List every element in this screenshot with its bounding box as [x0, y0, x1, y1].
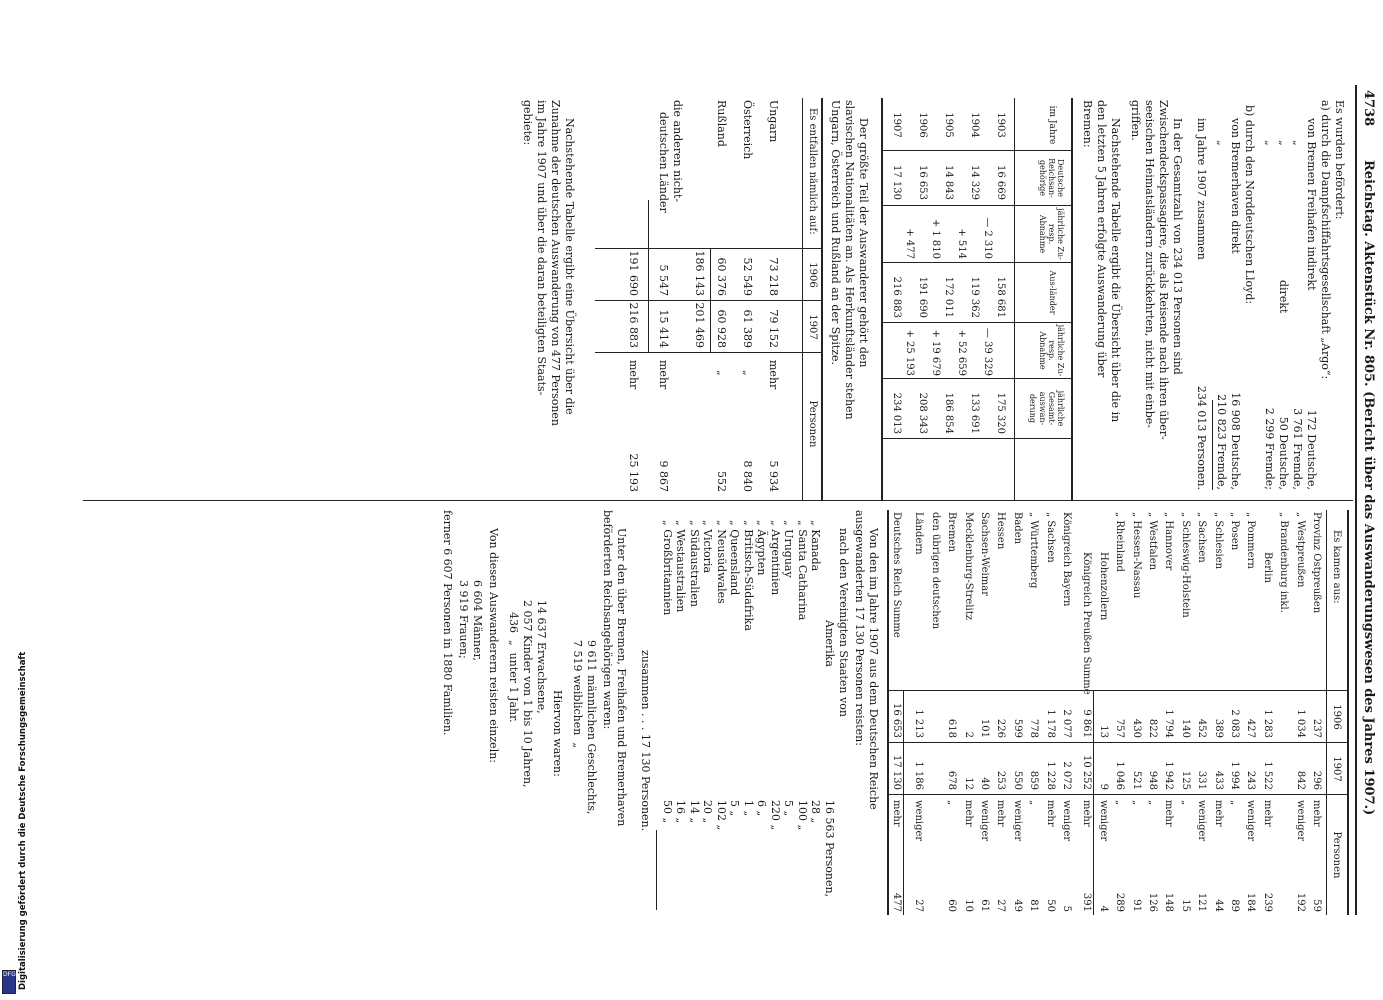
- table-cell: 52 549: [741, 257, 754, 296]
- table-cell: 140: [1179, 718, 1191, 738]
- table-cell: 201 469: [693, 302, 706, 348]
- table-header: im Jahre: [1047, 105, 1057, 145]
- paragraph-2-line: Bremen:: [1081, 100, 1094, 148]
- table-cell: 4: [1097, 905, 1109, 912]
- table-cell: 191 690: [627, 250, 640, 296]
- destination-name: „ Queensland: [728, 520, 742, 596]
- table-header: Es kamen aus:: [1331, 530, 1342, 604]
- table-cell: 25 193: [627, 453, 640, 492]
- table-col-line: [883, 378, 1073, 379]
- table-cell: 1 228: [1044, 761, 1056, 790]
- paragraph-1-line: In der Gesamtzahl von 234 013 Personen sind: [1171, 118, 1184, 375]
- section-b-title: b) durch den Norddeutschen Lloyd:: [1243, 105, 1256, 305]
- table-cell: 1904: [969, 112, 980, 138]
- table-cell: 192: [1294, 892, 1306, 912]
- paragraph-4-line: im Jahre 1907 und über die daran beteiligten Staats-: [535, 100, 548, 396]
- paragraph-5-line: Von den im Jahre 1907 aus dem Deutschen Reiche: [867, 528, 880, 810]
- table-row-label: Hohenzollern: [1097, 552, 1109, 621]
- table-row-label: „ Sachsen: [1044, 512, 1056, 563]
- page-title: Reichstag. Aktenstück Nr. 805. (Bericht über das Auswanderungswesen des Jahres 1907.): [1361, 160, 1376, 816]
- table-cell: deutschen Länder: [657, 112, 670, 213]
- destination-count: 5 „: [728, 800, 742, 817]
- table-cell: mehr: [1212, 800, 1224, 827]
- table-cell: 186 854: [943, 392, 954, 434]
- table-row-label: Mecklenburg-Strelitz: [962, 512, 974, 621]
- table-header: Aus-länder: [1048, 270, 1057, 315]
- table-header: jährliche Gesamt-auswan-derung: [1028, 390, 1065, 427]
- table-cell: weniger: [979, 800, 990, 842]
- paragraph-3-line: slavischen Nationalitäten an. Als Herkunftsländer stehen: [843, 100, 856, 420]
- table-col-line: [883, 262, 1073, 263]
- table-row-label: „ Rheinland: [1114, 512, 1126, 572]
- table-cell: 1 213: [913, 709, 925, 738]
- table-cell: 1 283: [1261, 709, 1273, 738]
- table-cell: 234 013: [891, 392, 902, 434]
- table-cell: 158 681: [995, 276, 1006, 318]
- table-cell: 119 362: [969, 276, 980, 318]
- table-cell: 427: [1245, 718, 1257, 738]
- paragraph-3-line: Der größte Teil der Auswanderer gehört den: [857, 118, 870, 368]
- table-cell: 184: [1245, 892, 1257, 912]
- table-cell: 17 130: [891, 165, 902, 200]
- paragraph-6-line: beförderten Reichsangehörigen waren:: [601, 510, 614, 730]
- table-cell: 60 928: [715, 309, 728, 348]
- table-row-label: „ Hannover: [1163, 512, 1175, 571]
- table-cell: 1 186: [913, 761, 925, 790]
- table-cell: „: [741, 370, 754, 376]
- table-col-line: [883, 150, 1073, 151]
- table-row-label: „ Hessen-Nassau: [1130, 512, 1142, 599]
- table-col-line: [595, 300, 823, 301]
- table-header: Personen: [1331, 831, 1342, 879]
- table-cell: weniger: [1097, 800, 1109, 842]
- table-cell: „: [1229, 800, 1240, 806]
- table-header: jährliche Zu- resp. Abnahme: [1037, 208, 1065, 260]
- table-row-label: Königreich Preußen Summe: [1081, 552, 1093, 695]
- destination-name: „ Neusüdwales: [715, 520, 728, 604]
- table-cell: 5 547: [657, 264, 670, 296]
- ditto-mark: „: [1263, 140, 1276, 146]
- table-header: 1907: [1331, 756, 1342, 782]
- table-cell: 101: [979, 718, 990, 738]
- destination-name: „ Uruguay: [782, 520, 796, 578]
- destination-count: 16 563 Personen,: [823, 800, 836, 898]
- sum-rule: [903, 690, 904, 915]
- table-col-line: [595, 352, 823, 353]
- table-row-label: „ Westfalen: [1147, 512, 1158, 571]
- table-cell: 296: [1311, 770, 1322, 790]
- table-cell: „: [1147, 800, 1158, 806]
- table-cell: 14 329: [969, 165, 980, 200]
- b-value-2: 210 823 Fremde,: [1215, 394, 1228, 490]
- column-divider: [83, 500, 1353, 501]
- table-cell: 1907: [891, 112, 902, 138]
- table-header: 1906: [807, 262, 818, 288]
- table-cell: 239: [1261, 892, 1273, 912]
- table-cell: 10: [962, 899, 974, 912]
- single-men: 6 604 Männer,: [471, 580, 484, 662]
- table-header: Deutsche Reichsan-gehörige: [1037, 158, 1065, 198]
- destination-count: 5 „: [782, 800, 796, 817]
- paragraph-1-line: Zwischendeckspassagiere, die als Reisende nach ihren über-: [1157, 100, 1170, 440]
- table-cell: 391: [1081, 892, 1093, 912]
- table-cell: mehr: [962, 800, 974, 827]
- paragraph-5-line: ausgewanderten 17 130 Personen reisten:: [853, 510, 866, 746]
- table-cell: „: [1114, 800, 1126, 806]
- table-rule: [1326, 510, 1327, 915]
- table-cell: 89: [1229, 899, 1240, 912]
- destination-count: 28 „: [809, 800, 823, 824]
- digitization-sidebar: [0, 0, 28, 1000]
- destinations-intro: nach den Vereinigten Staaten von: [837, 528, 850, 717]
- table-cell: 91: [1130, 899, 1142, 912]
- table-rule: [887, 510, 889, 915]
- table-cell: 17 130: [891, 755, 902, 790]
- table-cell: 521: [1130, 770, 1142, 790]
- sum-rule: [1093, 690, 1094, 915]
- table-cell: Ungarn: [767, 100, 780, 143]
- table-cell: 552: [715, 471, 728, 492]
- table-cell: mehr: [657, 360, 670, 390]
- table-row-label: Berlin: [1261, 552, 1273, 583]
- table-cell: weniger: [1061, 800, 1072, 842]
- destination-count: 16 „: [674, 800, 688, 824]
- paragraph-1-line: seeischen Heimatsländern zurückkehrten, nicht mit einbe-: [1143, 100, 1156, 428]
- table-cell: + 19 679: [930, 329, 941, 376]
- table-cell: 433: [1212, 770, 1224, 790]
- table-rule: [802, 98, 803, 500]
- table-cell: 61 389: [741, 309, 754, 348]
- table-rule: [1071, 98, 1073, 500]
- table-cell: 1 034: [1294, 709, 1306, 738]
- table-cell: 678: [946, 770, 958, 790]
- destination-name: „ Südaustralien: [688, 520, 701, 608]
- table-cell: 1903: [995, 112, 1006, 138]
- table-header: 1906: [1331, 704, 1342, 730]
- table-cell: 1906: [917, 112, 928, 138]
- table-cell: 208 343: [917, 392, 928, 434]
- direkt-label: direkt: [1277, 280, 1290, 314]
- table-row-label: „ Westpreußen: [1294, 512, 1306, 588]
- section-a-title: a) durch die Dampfschiffahrtsgesellschaft „Argo“:: [1319, 100, 1332, 380]
- table-cell: 1 522: [1261, 761, 1273, 790]
- ages-title: Hiervon waren:: [551, 690, 564, 777]
- table-row-label: „ Posen: [1229, 512, 1240, 551]
- table-cell: 216 883: [891, 276, 902, 318]
- table-cell: „: [1028, 800, 1040, 806]
- table-col-line: [595, 248, 823, 249]
- table-cell: 778: [1028, 718, 1040, 738]
- paragraph-4-line: Zunahme der deutschen Auswanderung von 477 Personen: [549, 100, 562, 427]
- table-rule: [881, 98, 883, 500]
- table-cell: Rußland: [715, 100, 728, 147]
- sum-rule: [656, 830, 657, 910]
- table-cell: 79 152: [767, 309, 780, 348]
- section-b-line: von Bremerhaven direkt: [1229, 118, 1242, 254]
- total-label: im Jahre 1907 zusammen: [1195, 118, 1208, 260]
- ditto-mark: „: [1277, 140, 1290, 146]
- table-cell: 1 794: [1163, 709, 1175, 738]
- table-cell: 16 653: [917, 165, 928, 200]
- table-cell: 14 843: [943, 165, 954, 200]
- table-cell: mehr: [891, 800, 902, 827]
- table-cell: 226: [995, 718, 1007, 738]
- table-cell: 60: [946, 899, 958, 912]
- table-cell: 599: [1011, 718, 1023, 738]
- table-cell: 9 861: [1081, 709, 1093, 738]
- table-cell: 50: [1044, 899, 1056, 912]
- table-cell: 121: [1196, 892, 1208, 912]
- table-cell: 10 252: [1081, 755, 1093, 790]
- table-cell: 452: [1196, 718, 1208, 738]
- table-cell: + 514: [956, 228, 967, 259]
- table-cell: 73 218: [767, 257, 780, 296]
- table-cell: 243: [1245, 770, 1257, 790]
- table-cell: mehr: [1261, 800, 1273, 827]
- table-row-label: Provinz Ostpreußen: [1311, 512, 1322, 614]
- table-cell: 60 376: [715, 257, 728, 296]
- table-cell: 948: [1147, 770, 1158, 790]
- paragraph-2-line: Nachstehende Tabelle ergibt die Übersicht über die in: [1109, 118, 1122, 423]
- table-cell: 172 011: [943, 276, 954, 318]
- table-col-line: [883, 205, 1073, 206]
- table-cell: 430: [1130, 718, 1142, 738]
- table-cell: 5: [1061, 905, 1072, 912]
- table-cell: 13: [1097, 725, 1109, 738]
- table-cell: 289: [1114, 892, 1126, 912]
- paragraph-2-line: den letzten 5 Jahren erfolgte Auswanderung über: [1095, 100, 1108, 378]
- table-cell: weniger: [1294, 800, 1306, 842]
- paragraph-1-line: griffen.: [1129, 100, 1142, 141]
- destination-count: 20 „: [701, 800, 715, 824]
- table-cell: 49: [1011, 899, 1023, 912]
- destination-count: 100 „: [796, 800, 809, 831]
- table-cell: — 2 310: [982, 217, 993, 259]
- paragraph-6-line: Unter den über Bremen, Freihafen und Bremerhaven: [615, 528, 628, 827]
- table-row-label: „ Brandenburg inkl.: [1278, 512, 1290, 613]
- sum-rule: [1212, 400, 1213, 490]
- table-cell: 125: [1179, 770, 1191, 790]
- destination-name: „ Victoria: [701, 520, 715, 574]
- table-cell: mehr: [627, 360, 640, 390]
- table-cell: weniger: [1011, 800, 1023, 842]
- table-cell: + 52 659: [956, 329, 967, 376]
- table-row-label: Bremen: [946, 512, 958, 552]
- table-cell: 44: [1212, 899, 1224, 912]
- table-cell: 148: [1163, 892, 1175, 912]
- table-cell: 2 077: [1061, 709, 1072, 738]
- table-cell: 16 653: [891, 703, 902, 738]
- table-cell: 1 178: [1044, 709, 1056, 738]
- table-row-label: „ Schlesien: [1212, 512, 1224, 570]
- table-cell: 9 867: [657, 460, 670, 492]
- table-cell: „: [715, 370, 728, 376]
- table-col-line: [889, 690, 1349, 691]
- destinations-total: zusammen . . . 17 130 Personen.: [639, 650, 652, 832]
- age-line: 14 637 Erwachsene,: [535, 600, 548, 714]
- table-row-label: „ Sachsen: [1196, 512, 1208, 563]
- a-value-2: 3 761 Fremde,: [1291, 408, 1304, 490]
- table-row-label: Deutsches Reich Summe: [891, 512, 902, 638]
- table-cell: 2 072: [1061, 761, 1072, 790]
- page-number: 4738: [1361, 90, 1376, 127]
- table-cell: + 1 810: [930, 218, 941, 259]
- table-cell: — 39 329: [982, 327, 993, 376]
- destination-count: 6 „: [755, 800, 769, 817]
- destination-name: „ Westaustralien: [674, 520, 688, 613]
- table-cell: 81: [1028, 899, 1040, 912]
- table-cell: 191 690: [917, 276, 928, 318]
- table-cell: 757: [1114, 718, 1126, 738]
- table-row-label: Königreich Bayern: [1061, 512, 1072, 607]
- ditto-mark: „: [1291, 140, 1304, 146]
- paragraph-4-line: Nachstehende Tabelle ergibt eine Übersicht über die: [563, 118, 576, 415]
- table-header: jährliche Zu- resp. Abnahme: [1037, 324, 1065, 377]
- table-row-label: „ Schleswig-Holstein: [1179, 512, 1191, 618]
- table-cell: 61: [979, 899, 990, 912]
- a-value-4: 2 299 Fremde;: [1263, 407, 1276, 490]
- destination-name: „ Argentinien: [769, 520, 782, 596]
- table-cell: 1 046: [1114, 761, 1126, 790]
- destination-name: Amerika: [823, 620, 836, 667]
- single-women: 3 919 Frauen;: [457, 580, 470, 659]
- table-cell: mehr: [1044, 800, 1056, 827]
- section-a-line: von Bremen Freihafen indirekt: [1305, 118, 1318, 291]
- table-cell: 550: [1011, 770, 1023, 790]
- table-cell: 15 414: [657, 309, 670, 348]
- a-value-1: 172 Deutsche,: [1305, 409, 1318, 490]
- table-cell: 5 934: [767, 460, 780, 492]
- table-cell: 2 083: [1229, 709, 1240, 738]
- table-cell: 133 691: [969, 392, 980, 434]
- table-cell: 618: [946, 718, 958, 738]
- table-header: 1907: [807, 314, 818, 340]
- table-cell: 389: [1212, 718, 1224, 738]
- destination-name: „ Britisch-Südafrika: [742, 520, 755, 631]
- destination-name: „ Ägypten: [755, 520, 769, 576]
- table-cell: 126: [1147, 892, 1158, 912]
- table-cell: 216 883: [627, 302, 640, 348]
- paragraph-3-line: Ungarn, Österreich und Rußland an der Spitze.: [829, 100, 842, 366]
- table-cell: + 477: [904, 228, 915, 259]
- table-cell: 237: [1311, 718, 1322, 738]
- table-cell: 331: [1196, 770, 1208, 790]
- table-row-label: den übrigen deutschen: [929, 512, 941, 630]
- table-row-label: „ Pommern: [1245, 512, 1257, 569]
- table-cell: „: [1179, 800, 1191, 806]
- table-cell: 822: [1147, 718, 1158, 738]
- table-cell: 12: [962, 777, 974, 790]
- table-col-line: [883, 438, 1073, 439]
- table-cell: 859: [1028, 770, 1040, 790]
- table-cell: 175 320: [995, 392, 1006, 434]
- destination-count: 1 „: [742, 800, 755, 817]
- table-cell: 9: [1097, 783, 1109, 790]
- table-col-line: [889, 794, 1349, 795]
- table-cell: 1 942: [1163, 761, 1175, 790]
- destination-count: 220 „: [769, 800, 782, 831]
- families-line: ferner 6 607 Personen in 1880 Familien.: [441, 510, 454, 736]
- table-cell: 15: [1179, 899, 1191, 912]
- table-row-label: Ländern: [913, 512, 925, 555]
- table-col-line: [889, 742, 1349, 743]
- sex-male: 9 611 männlichen Geschlechts,: [585, 640, 598, 815]
- table-cell: mehr: [767, 360, 780, 390]
- dfg-logo: DFG: [2, 970, 16, 994]
- ditto-mark: „: [1215, 140, 1228, 146]
- destination-name: „ Santa Catharina: [796, 520, 809, 621]
- table-rule: [821, 98, 823, 500]
- b-value-1: 16 908 Deutsche,: [1229, 392, 1242, 490]
- table-header: Es entfallen nämlich auf:: [807, 108, 818, 235]
- table-cell: 842: [1294, 770, 1306, 790]
- table-row-label: „ Württemberg: [1028, 512, 1040, 589]
- table-cell: 253: [995, 770, 1007, 790]
- table-cell: 186 143: [693, 250, 706, 296]
- sum-rule: [710, 248, 711, 352]
- table-cell: 27: [995, 899, 1007, 912]
- table-rule: [1014, 98, 1015, 500]
- table-row-label: Baden: [1011, 512, 1023, 545]
- table-header: Personen: [807, 400, 818, 448]
- total-value: 234 013 Personen.: [1195, 385, 1208, 490]
- destination-count: 14 „: [688, 800, 701, 824]
- table-cell: mehr: [995, 800, 1007, 827]
- paragraph-4-line: gebiete:: [521, 100, 534, 146]
- table-cell: weniger: [1196, 800, 1208, 842]
- table-row-label: Hessen: [995, 512, 1007, 550]
- age-line: 2 057 Kinder von 1 bis 10 Jahren,: [521, 600, 534, 788]
- table-cell: mehr: [1163, 800, 1175, 827]
- table-rule: [1347, 510, 1349, 915]
- destination-count: 50 „: [661, 800, 674, 824]
- a-value-3: 50 Deutsche,: [1277, 416, 1290, 490]
- paragraph-7: Von diesen Auswanderern reisten einzeln:: [487, 528, 500, 764]
- table-cell: 59: [1311, 899, 1322, 912]
- table-cell: 8 840: [741, 460, 754, 492]
- table-cell: mehr: [1081, 800, 1093, 827]
- table-cell: 477: [891, 892, 902, 912]
- destination-name: „ Großbritannien: [661, 520, 674, 616]
- table-cell: 40: [979, 777, 990, 790]
- header-rule: [1355, 85, 1357, 915]
- table-cell: die anderen nicht-: [671, 100, 684, 203]
- intro-text: Es wurden befördert:: [1333, 100, 1346, 220]
- sex-female: 7 519 weiblichen „: [571, 640, 584, 749]
- sidebar-credit: Digitalisierung gefördert durch die Deutsche Forschungsgemeinschaft: [18, 651, 28, 990]
- age-line: 436 „ unter 1 Jahr.: [507, 612, 520, 723]
- destination-name: „ Kanada: [809, 520, 823, 572]
- table-cell: weniger: [1245, 800, 1257, 842]
- table-cell: 27: [913, 899, 925, 912]
- table-cell: mehr: [1311, 800, 1322, 827]
- table-cell: „: [946, 800, 958, 806]
- table-cell: weniger: [913, 800, 925, 842]
- table-cell: + 25 193: [904, 329, 915, 376]
- table-cell: 1 994: [1229, 761, 1240, 790]
- table-cell: 16 669: [995, 165, 1006, 200]
- table-col-line: [883, 322, 1073, 323]
- destination-count: 102 „: [715, 800, 728, 831]
- table-cell: 1905: [943, 112, 954, 138]
- table-cell: Österreich: [741, 100, 754, 160]
- table-cell: „: [1130, 800, 1142, 806]
- table-row-label: Sachsen-Weimar: [979, 512, 990, 596]
- table-cell: 2: [962, 731, 974, 738]
- sum-rule: [648, 200, 649, 352]
